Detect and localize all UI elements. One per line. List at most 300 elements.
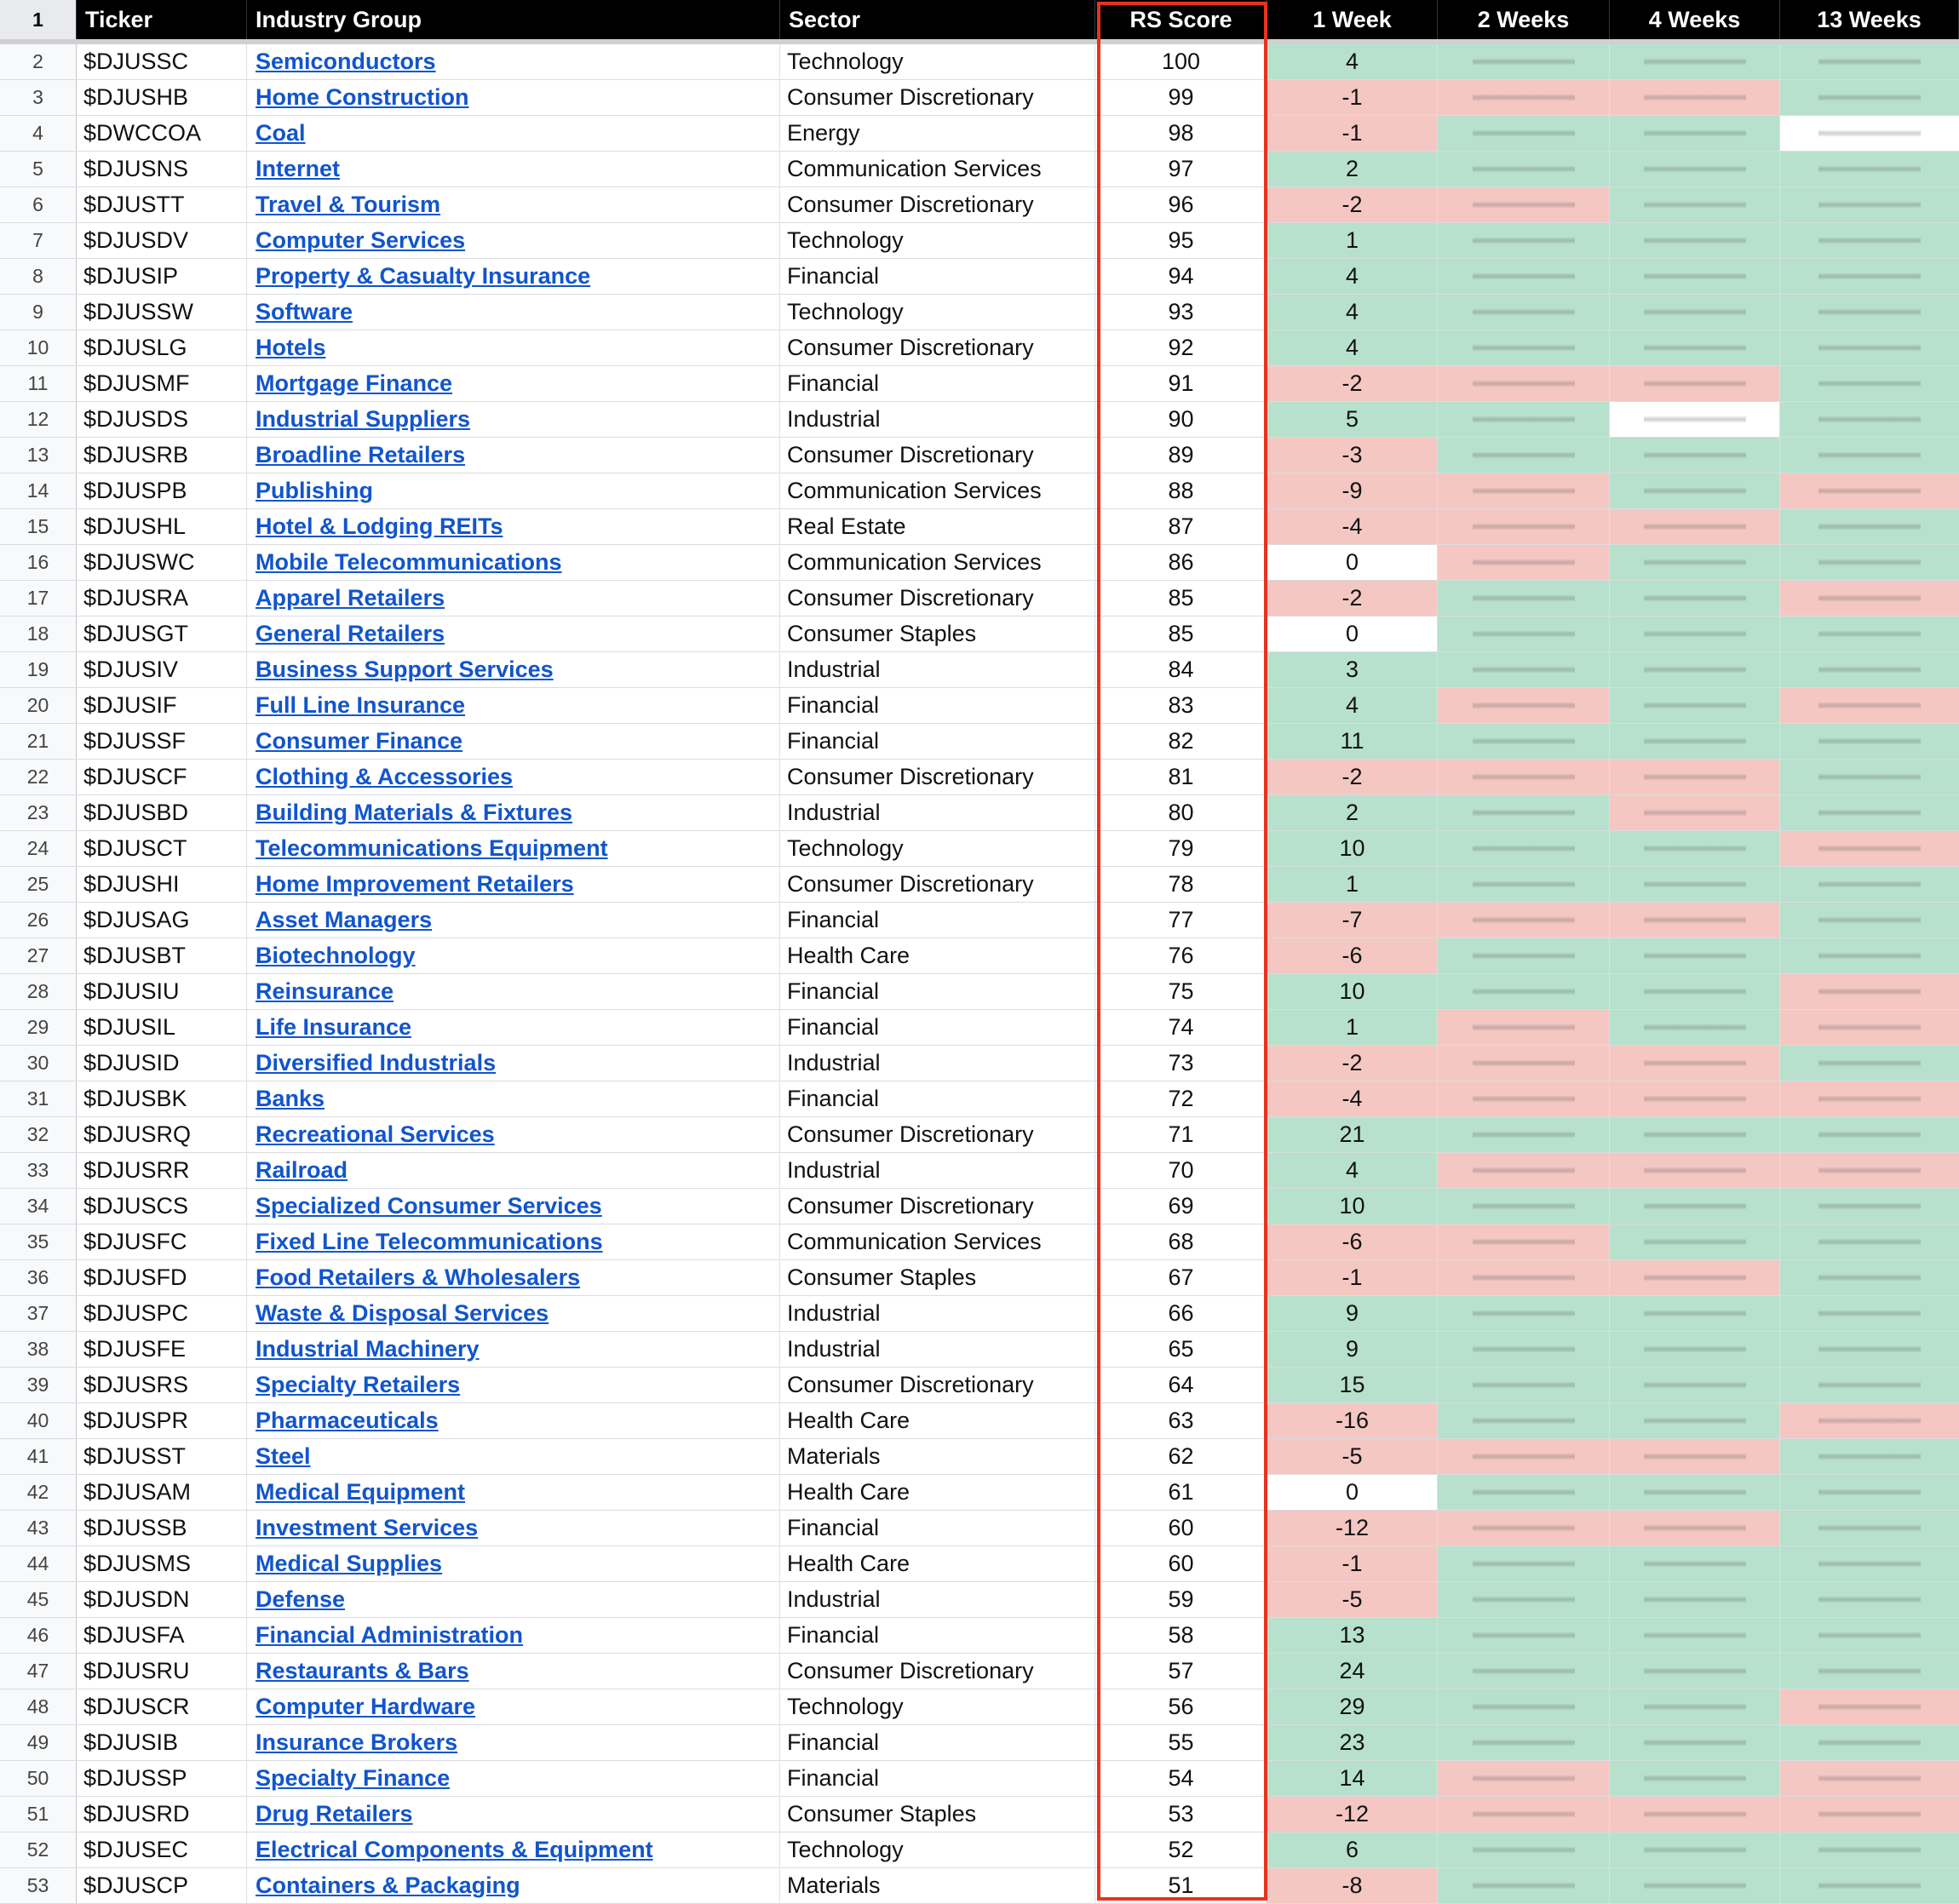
one-week-change-cell[interactable]: 9 <box>1267 1332 1438 1367</box>
rs-score-cell[interactable]: 63 <box>1095 1403 1267 1438</box>
row-number[interactable]: 18 <box>0 617 77 651</box>
ticker-cell[interactable]: $DJUSAG <box>77 903 247 938</box>
row-number[interactable]: 29 <box>0 1010 77 1045</box>
table-row[interactable] <box>0 831 1959 867</box>
industry-group-link[interactable]: Software <box>256 299 353 324</box>
sector-cell[interactable]: Energy <box>780 116 1095 151</box>
row-number[interactable]: 42 <box>0 1475 77 1510</box>
table-row[interactable] <box>0 617 1959 652</box>
table-row[interactable] <box>0 1725 1959 1761</box>
row-number[interactable]: 19 <box>0 652 77 687</box>
table-row[interactable] <box>0 366 1959 402</box>
industry-group-link[interactable]: Food Retailers & Wholesalers <box>256 1265 581 1290</box>
industry-group-cell[interactable] <box>247 80 780 115</box>
four-weeks-change-cell-redacted[interactable] <box>1610 795 1780 830</box>
rs-score-cell[interactable]: 83 <box>1095 688 1267 723</box>
ticker-cell[interactable]: $DJUSPC <box>77 1296 247 1331</box>
ticker-cell[interactable]: $DJUSRU <box>77 1654 247 1689</box>
row-number[interactable]: 15 <box>0 509 77 544</box>
two-weeks-change-cell-redacted[interactable] <box>1438 366 1610 401</box>
row-number[interactable]: 51 <box>0 1797 77 1832</box>
sector-cell[interactable]: Consumer Discretionary <box>780 438 1095 473</box>
row-number[interactable]: 5 <box>0 152 77 186</box>
rs-score-cell[interactable]: 84 <box>1095 652 1267 687</box>
industry-group-cell[interactable] <box>247 187 780 222</box>
sector-cell[interactable]: Financial <box>780 974 1095 1009</box>
thirteen-weeks-change-cell-redacted[interactable] <box>1780 1546 1959 1581</box>
sector-cell[interactable]: Consumer Staples <box>780 1797 1095 1832</box>
table-row[interactable] <box>0 1689 1959 1725</box>
row-number[interactable]: 31 <box>0 1081 77 1116</box>
industry-group-cell[interactable] <box>247 1117 780 1152</box>
two-weeks-change-cell-redacted[interactable] <box>1438 867 1610 902</box>
rs-score-cell[interactable]: 93 <box>1095 295 1267 330</box>
two-weeks-change-cell-redacted[interactable] <box>1438 1189 1610 1224</box>
table-row[interactable] <box>0 1797 1959 1832</box>
industry-group-link[interactable]: Broadline Retailers <box>256 442 466 467</box>
thirteen-weeks-change-cell-redacted[interactable] <box>1780 1689 1959 1724</box>
rs-score-cell[interactable]: 65 <box>1095 1332 1267 1367</box>
ticker-cell[interactable]: $DJUSMF <box>77 366 247 401</box>
table-row[interactable] <box>0 1260 1959 1296</box>
thirteen-weeks-change-cell-redacted[interactable] <box>1780 1368 1959 1402</box>
four-weeks-change-cell-redacted[interactable] <box>1610 938 1780 973</box>
table-row[interactable] <box>0 1654 1959 1689</box>
two-weeks-change-cell-redacted[interactable] <box>1438 473 1610 508</box>
industry-group-link[interactable]: Banks <box>256 1086 325 1111</box>
table-row[interactable] <box>0 724 1959 760</box>
sector-cell[interactable]: Technology <box>780 223 1095 258</box>
industry-group-link[interactable]: Industrial Suppliers <box>256 406 471 432</box>
ticker-cell[interactable]: $DJUSPB <box>77 473 247 508</box>
ticker-cell[interactable]: $DJUSCF <box>77 760 247 794</box>
four-weeks-change-cell-redacted[interactable] <box>1610 617 1780 651</box>
four-weeks-change-cell-redacted[interactable] <box>1610 974 1780 1009</box>
industry-group-cell[interactable] <box>247 152 780 186</box>
industry-group-cell[interactable] <box>247 1868 780 1903</box>
industry-group-link[interactable]: Insurance Brokers <box>256 1729 458 1755</box>
table-row[interactable] <box>0 1046 1959 1081</box>
industry-group-cell[interactable] <box>247 688 780 723</box>
industry-group-link[interactable]: Computer Hardware <box>256 1694 476 1719</box>
rs-score-cell[interactable]: 96 <box>1095 187 1267 222</box>
one-week-change-cell[interactable]: -6 <box>1267 938 1438 973</box>
thirteen-weeks-change-cell-redacted[interactable] <box>1780 1153 1959 1188</box>
table-row[interactable] <box>0 1832 1959 1868</box>
four-weeks-change-cell-redacted[interactable] <box>1610 1046 1780 1081</box>
row-number[interactable]: 52 <box>0 1832 77 1867</box>
sector-cell[interactable]: Financial <box>780 1761 1095 1796</box>
thirteen-weeks-change-cell-redacted[interactable] <box>1780 974 1959 1009</box>
table-row[interactable] <box>0 402 1959 438</box>
two-weeks-change-cell-redacted[interactable] <box>1438 795 1610 830</box>
column-header-ticker[interactable]: Ticker <box>77 0 247 39</box>
four-weeks-change-cell-redacted[interactable] <box>1610 652 1780 687</box>
ticker-cell[interactable]: $DJUSCT <box>77 831 247 866</box>
one-week-change-cell[interactable]: -1 <box>1267 116 1438 151</box>
four-weeks-change-cell-redacted[interactable] <box>1610 1260 1780 1295</box>
table-row[interactable] <box>0 259 1959 295</box>
one-week-change-cell[interactable]: 2 <box>1267 795 1438 830</box>
industry-group-cell[interactable] <box>247 1475 780 1510</box>
sector-cell[interactable]: Technology <box>780 295 1095 330</box>
ticker-cell[interactable]: $DJUSRS <box>77 1368 247 1402</box>
four-weeks-change-cell-redacted[interactable] <box>1610 152 1780 186</box>
table-row[interactable] <box>0 44 1959 80</box>
table-row[interactable] <box>0 760 1959 795</box>
row-number[interactable]: 36 <box>0 1260 77 1295</box>
row-number[interactable]: 24 <box>0 831 77 866</box>
two-weeks-change-cell-redacted[interactable] <box>1438 1153 1610 1188</box>
thirteen-weeks-change-cell-redacted[interactable] <box>1780 1725 1959 1760</box>
industry-group-cell[interactable] <box>247 509 780 544</box>
ticker-cell[interactable]: $DJUSSB <box>77 1511 247 1546</box>
sector-cell[interactable]: Financial <box>780 1618 1095 1653</box>
one-week-change-cell[interactable]: 9 <box>1267 1296 1438 1331</box>
industry-group-link[interactable]: Specialty Finance <box>256 1765 451 1791</box>
thirteen-weeks-change-cell-redacted[interactable] <box>1780 402 1959 437</box>
four-weeks-change-cell-redacted[interactable] <box>1610 688 1780 723</box>
four-weeks-change-cell-redacted[interactable] <box>1610 1153 1780 1188</box>
four-weeks-change-cell-redacted[interactable] <box>1610 366 1780 401</box>
one-week-change-cell[interactable]: 0 <box>1267 545 1438 580</box>
thirteen-weeks-change-cell-redacted[interactable] <box>1780 760 1959 794</box>
rs-score-cell[interactable]: 60 <box>1095 1546 1267 1581</box>
two-weeks-change-cell-redacted[interactable] <box>1438 974 1610 1009</box>
industry-group-cell[interactable] <box>247 1654 780 1689</box>
two-weeks-change-cell-redacted[interactable] <box>1438 1725 1610 1760</box>
industry-group-cell[interactable] <box>247 473 780 508</box>
sector-cell[interactable]: Consumer Discretionary <box>780 581 1095 616</box>
four-weeks-change-cell-redacted[interactable] <box>1610 1403 1780 1438</box>
ticker-cell[interactable]: $DJUSBD <box>77 795 247 830</box>
industry-group-link[interactable]: Hotel & Lodging REITs <box>256 513 503 539</box>
industry-group-cell[interactable] <box>247 724 780 759</box>
rs-score-cell[interactable]: 85 <box>1095 581 1267 616</box>
two-weeks-change-cell-redacted[interactable] <box>1438 44 1610 79</box>
thirteen-weeks-change-cell-redacted[interactable] <box>1780 617 1959 651</box>
one-week-change-cell[interactable]: 29 <box>1267 1689 1438 1724</box>
industry-group-cell[interactable] <box>247 1153 780 1188</box>
sector-cell[interactable]: Materials <box>780 1868 1095 1903</box>
four-weeks-change-cell-redacted[interactable] <box>1610 295 1780 330</box>
industry-group-link[interactable]: Defense <box>256 1586 346 1612</box>
sector-cell[interactable]: Financial <box>780 259 1095 294</box>
thirteen-weeks-change-cell-redacted[interactable] <box>1780 1439 1959 1474</box>
four-weeks-change-cell-redacted[interactable] <box>1610 1010 1780 1045</box>
ticker-cell[interactable]: $DJUSSF <box>77 724 247 759</box>
thirteen-weeks-change-cell-redacted[interactable] <box>1780 1618 1959 1653</box>
two-weeks-change-cell-redacted[interactable] <box>1438 1403 1610 1438</box>
industry-group-cell[interactable] <box>247 44 780 79</box>
sector-cell[interactable]: Consumer Discretionary <box>780 187 1095 222</box>
row-number[interactable]: 2 <box>0 44 77 79</box>
table-row[interactable] <box>0 1403 1959 1439</box>
ticker-cell[interactable]: $DJUSGT <box>77 617 247 651</box>
four-weeks-change-cell-redacted[interactable] <box>1610 1618 1780 1653</box>
ticker-cell[interactable]: $DJUSIB <box>77 1725 247 1760</box>
four-weeks-change-cell-redacted[interactable] <box>1610 223 1780 258</box>
ticker-cell[interactable]: $DJUSMS <box>77 1546 247 1581</box>
one-week-change-cell[interactable]: -6 <box>1267 1224 1438 1259</box>
rs-score-cell[interactable]: 73 <box>1095 1046 1267 1081</box>
two-weeks-change-cell-redacted[interactable] <box>1438 402 1610 437</box>
industry-group-cell[interactable] <box>247 1296 780 1331</box>
rs-score-cell[interactable]: 90 <box>1095 402 1267 437</box>
table-row[interactable] <box>0 438 1959 473</box>
one-week-change-cell[interactable]: -2 <box>1267 760 1438 794</box>
one-week-change-cell[interactable]: 15 <box>1267 1368 1438 1402</box>
two-weeks-change-cell-redacted[interactable] <box>1438 617 1610 651</box>
industry-group-link[interactable]: Diversified Industrials <box>256 1050 497 1075</box>
row-number[interactable]: 40 <box>0 1403 77 1438</box>
ticker-cell[interactable]: $DJUSRA <box>77 581 247 616</box>
row-number[interactable]: 32 <box>0 1117 77 1152</box>
row-number[interactable]: 11 <box>0 366 77 401</box>
one-week-change-cell[interactable]: 11 <box>1267 724 1438 759</box>
industry-group-cell[interactable] <box>247 1761 780 1796</box>
column-header-4-weeks[interactable]: 4 Weeks <box>1610 0 1780 39</box>
four-weeks-change-cell-redacted[interactable] <box>1610 187 1780 222</box>
industry-group-link[interactable]: Consumer Finance <box>256 728 463 754</box>
four-weeks-change-cell-redacted[interactable] <box>1610 509 1780 544</box>
industry-group-cell[interactable] <box>247 295 780 330</box>
row-number[interactable]: 33 <box>0 1153 77 1188</box>
one-week-change-cell[interactable]: -4 <box>1267 1081 1438 1116</box>
two-weeks-change-cell-redacted[interactable] <box>1438 1511 1610 1546</box>
four-weeks-change-cell-redacted[interactable] <box>1610 545 1780 580</box>
row-number[interactable]: 27 <box>0 938 77 973</box>
row-number[interactable]: 28 <box>0 974 77 1009</box>
industry-group-cell[interactable] <box>247 116 780 151</box>
sector-cell[interactable]: Health Care <box>780 1546 1095 1581</box>
thirteen-weeks-change-cell-redacted[interactable] <box>1780 1010 1959 1045</box>
table-row[interactable] <box>0 1439 1959 1475</box>
ticker-cell[interactable]: $DJUSIL <box>77 1010 247 1045</box>
industry-group-cell[interactable] <box>247 974 780 1009</box>
one-week-change-cell[interactable]: -4 <box>1267 509 1438 544</box>
ticker-cell[interactable]: $DJUSBT <box>77 938 247 973</box>
ticker-cell[interactable]: $DJUSCP <box>77 1868 247 1903</box>
two-weeks-change-cell-redacted[interactable] <box>1438 1546 1610 1581</box>
four-weeks-change-cell-redacted[interactable] <box>1610 1868 1780 1903</box>
row-number[interactable]: 44 <box>0 1546 77 1581</box>
rs-score-cell[interactable]: 51 <box>1095 1868 1267 1903</box>
row-number[interactable]: 50 <box>0 1761 77 1796</box>
thirteen-weeks-change-cell-redacted[interactable] <box>1780 366 1959 401</box>
rs-score-cell[interactable]: 89 <box>1095 438 1267 473</box>
table-row[interactable] <box>0 795 1959 831</box>
industry-group-cell[interactable] <box>247 1797 780 1832</box>
row-number[interactable]: 16 <box>0 545 77 580</box>
thirteen-weeks-change-cell-redacted[interactable] <box>1780 1117 1959 1152</box>
one-week-change-cell[interactable]: -12 <box>1267 1797 1438 1832</box>
sector-cell[interactable]: Communication Services <box>780 1224 1095 1259</box>
row-number[interactable]: 23 <box>0 795 77 830</box>
industry-group-link[interactable]: Mortgage Finance <box>256 370 453 396</box>
industry-group-cell[interactable] <box>247 1403 780 1438</box>
row-number[interactable]: 34 <box>0 1189 77 1224</box>
column-header-2-weeks[interactable]: 2 Weeks <box>1438 0 1610 39</box>
four-weeks-change-cell-redacted[interactable] <box>1610 259 1780 294</box>
table-row[interactable] <box>0 152 1959 187</box>
thirteen-weeks-change-cell-redacted[interactable] <box>1780 44 1959 79</box>
industry-group-link[interactable]: Reinsurance <box>256 978 394 1004</box>
four-weeks-change-cell-redacted[interactable] <box>1610 1546 1780 1581</box>
ticker-cell[interactable]: $DJUSCS <box>77 1189 247 1224</box>
industry-group-link[interactable]: Telecommunications Equipment <box>256 835 608 861</box>
sector-cell[interactable]: Real Estate <box>780 509 1095 544</box>
one-week-change-cell[interactable]: 4 <box>1267 295 1438 330</box>
sector-cell[interactable]: Industrial <box>780 1153 1095 1188</box>
ticker-cell[interactable]: $DJUSFD <box>77 1260 247 1295</box>
four-weeks-change-cell-redacted[interactable] <box>1610 1117 1780 1152</box>
table-row[interactable] <box>0 1081 1959 1117</box>
sector-cell[interactable]: Financial <box>780 724 1095 759</box>
thirteen-weeks-change-cell-redacted[interactable] <box>1780 652 1959 687</box>
rs-score-cell[interactable]: 64 <box>1095 1368 1267 1402</box>
thirteen-weeks-change-cell-redacted[interactable] <box>1780 259 1959 294</box>
thirteen-weeks-change-cell-redacted[interactable] <box>1780 1260 1959 1295</box>
sector-cell[interactable]: Consumer Staples <box>780 1260 1095 1295</box>
rs-score-cell[interactable]: 80 <box>1095 795 1267 830</box>
four-weeks-change-cell-redacted[interactable] <box>1610 831 1780 866</box>
two-weeks-change-cell-redacted[interactable] <box>1438 80 1610 115</box>
industry-group-cell[interactable] <box>247 259 780 294</box>
thirteen-weeks-change-cell-redacted[interactable] <box>1780 867 1959 902</box>
ticker-cell[interactable]: $DJUSIP <box>77 259 247 294</box>
row-number[interactable]: 6 <box>0 187 77 222</box>
column-header-1-week[interactable]: 1 Week <box>1267 0 1438 39</box>
two-weeks-change-cell-redacted[interactable] <box>1438 1260 1610 1295</box>
two-weeks-change-cell-redacted[interactable] <box>1438 1475 1610 1510</box>
thirteen-weeks-change-cell-redacted[interactable] <box>1780 1832 1959 1867</box>
row-number[interactable]: 13 <box>0 438 77 473</box>
rs-score-cell[interactable]: 91 <box>1095 366 1267 401</box>
industry-group-cell[interactable] <box>247 1081 780 1116</box>
ticker-cell[interactable]: $DJUSTT <box>77 187 247 222</box>
rs-score-cell[interactable]: 54 <box>1095 1761 1267 1796</box>
industry-group-link[interactable]: Life Insurance <box>256 1014 412 1040</box>
industry-group-cell[interactable] <box>247 1046 780 1081</box>
column-header-rs-score[interactable]: RS Score <box>1095 0 1267 39</box>
industry-group-link[interactable]: Semiconductors <box>256 49 436 74</box>
row-number[interactable]: 3 <box>0 80 77 115</box>
thirteen-weeks-change-cell-redacted[interactable] <box>1780 1797 1959 1832</box>
ticker-cell[interactable]: $DJUSRB <box>77 438 247 473</box>
industry-group-cell[interactable] <box>247 795 780 830</box>
industry-group-link[interactable]: Biotechnology <box>256 943 416 968</box>
thirteen-weeks-change-cell-redacted[interactable] <box>1780 509 1959 544</box>
industry-group-cell[interactable] <box>247 1582 780 1617</box>
one-week-change-cell[interactable]: 10 <box>1267 831 1438 866</box>
industry-group-link[interactable]: Financial Administration <box>256 1622 524 1648</box>
thirteen-weeks-change-cell-redacted[interactable] <box>1780 1081 1959 1116</box>
table-row[interactable] <box>0 1153 1959 1189</box>
rs-score-cell[interactable]: 94 <box>1095 259 1267 294</box>
one-week-change-cell[interactable]: 0 <box>1267 617 1438 651</box>
four-weeks-change-cell-redacted[interactable] <box>1610 903 1780 938</box>
sector-cell[interactable]: Financial <box>780 1010 1095 1045</box>
industry-group-cell[interactable] <box>247 938 780 973</box>
industry-group-link[interactable]: Medical Equipment <box>256 1479 466 1505</box>
industry-group-cell[interactable] <box>247 581 780 616</box>
one-week-change-cell[interactable]: 1 <box>1267 223 1438 258</box>
four-weeks-change-cell-redacted[interactable] <box>1610 438 1780 473</box>
one-week-change-cell[interactable]: 3 <box>1267 652 1438 687</box>
ticker-cell[interactable]: $DJUSHI <box>77 867 247 902</box>
thirteen-weeks-change-cell-redacted[interactable] <box>1780 438 1959 473</box>
ticker-cell[interactable]: $DJUSSP <box>77 1761 247 1796</box>
industry-group-cell[interactable] <box>247 652 780 687</box>
industry-group-cell[interactable] <box>247 1224 780 1259</box>
industry-group-cell[interactable] <box>247 760 780 794</box>
row-number[interactable]: 12 <box>0 402 77 437</box>
row-number[interactable]: 4 <box>0 116 77 151</box>
sector-cell[interactable]: Industrial <box>780 1046 1095 1081</box>
table-row[interactable] <box>0 509 1959 545</box>
ticker-cell[interactable]: $DJUSHL <box>77 509 247 544</box>
thirteen-weeks-change-cell-redacted[interactable] <box>1780 688 1959 723</box>
table-row[interactable] <box>0 295 1959 330</box>
industry-group-link[interactable]: Apparel Retailers <box>256 585 445 611</box>
ticker-cell[interactable]: $DJUSSW <box>77 295 247 330</box>
row-number-header[interactable]: 1 <box>0 0 77 39</box>
thirteen-weeks-change-cell-redacted[interactable] <box>1780 581 1959 616</box>
thirteen-weeks-change-cell-redacted[interactable] <box>1780 80 1959 115</box>
sector-cell[interactable]: Health Care <box>780 1403 1095 1438</box>
ticker-cell[interactable]: $DJUSEC <box>77 1832 247 1867</box>
four-weeks-change-cell-redacted[interactable] <box>1610 1511 1780 1546</box>
row-number[interactable]: 38 <box>0 1332 77 1367</box>
rs-score-cell[interactable]: 59 <box>1095 1582 1267 1617</box>
four-weeks-change-cell-redacted[interactable] <box>1610 1224 1780 1259</box>
table-row[interactable] <box>0 688 1959 724</box>
sector-cell[interactable]: Consumer Discretionary <box>780 330 1095 365</box>
four-weeks-change-cell-redacted[interactable] <box>1610 1582 1780 1617</box>
table-row[interactable] <box>0 1475 1959 1511</box>
four-weeks-change-cell-redacted[interactable] <box>1610 44 1780 79</box>
table-row[interactable] <box>0 652 1959 688</box>
sector-cell[interactable]: Consumer Discretionary <box>780 760 1095 794</box>
rs-score-cell[interactable]: 70 <box>1095 1153 1267 1188</box>
ticker-cell[interactable]: $DJUSST <box>77 1439 247 1474</box>
row-number[interactable]: 20 <box>0 688 77 723</box>
row-number[interactable]: 35 <box>0 1224 77 1259</box>
row-number[interactable]: 45 <box>0 1582 77 1617</box>
sector-cell[interactable]: Financial <box>780 688 1095 723</box>
row-number[interactable]: 30 <box>0 1046 77 1081</box>
table-row[interactable] <box>0 938 1959 974</box>
industry-group-cell[interactable] <box>247 545 780 580</box>
four-weeks-change-cell-redacted[interactable] <box>1610 1368 1780 1402</box>
table-row[interactable] <box>0 1582 1959 1618</box>
ticker-cell[interactable]: $DJUSDN <box>77 1582 247 1617</box>
row-number[interactable]: 26 <box>0 903 77 938</box>
industry-group-link[interactable]: Fixed Line Telecommunications <box>256 1229 603 1254</box>
row-number[interactable]: 47 <box>0 1654 77 1689</box>
two-weeks-change-cell-redacted[interactable] <box>1438 581 1610 616</box>
one-week-change-cell[interactable]: -12 <box>1267 1511 1438 1546</box>
rs-score-cell[interactable]: 88 <box>1095 473 1267 508</box>
four-weeks-change-cell-redacted[interactable] <box>1610 581 1780 616</box>
sector-cell[interactable]: Financial <box>780 1081 1095 1116</box>
ticker-cell[interactable]: $DWCCOA <box>77 116 247 151</box>
rs-score-cell[interactable]: 55 <box>1095 1725 1267 1760</box>
thirteen-weeks-change-cell-redacted[interactable] <box>1780 1189 1959 1224</box>
two-weeks-change-cell-redacted[interactable] <box>1438 152 1610 186</box>
two-weeks-change-cell-redacted[interactable] <box>1438 1654 1610 1689</box>
